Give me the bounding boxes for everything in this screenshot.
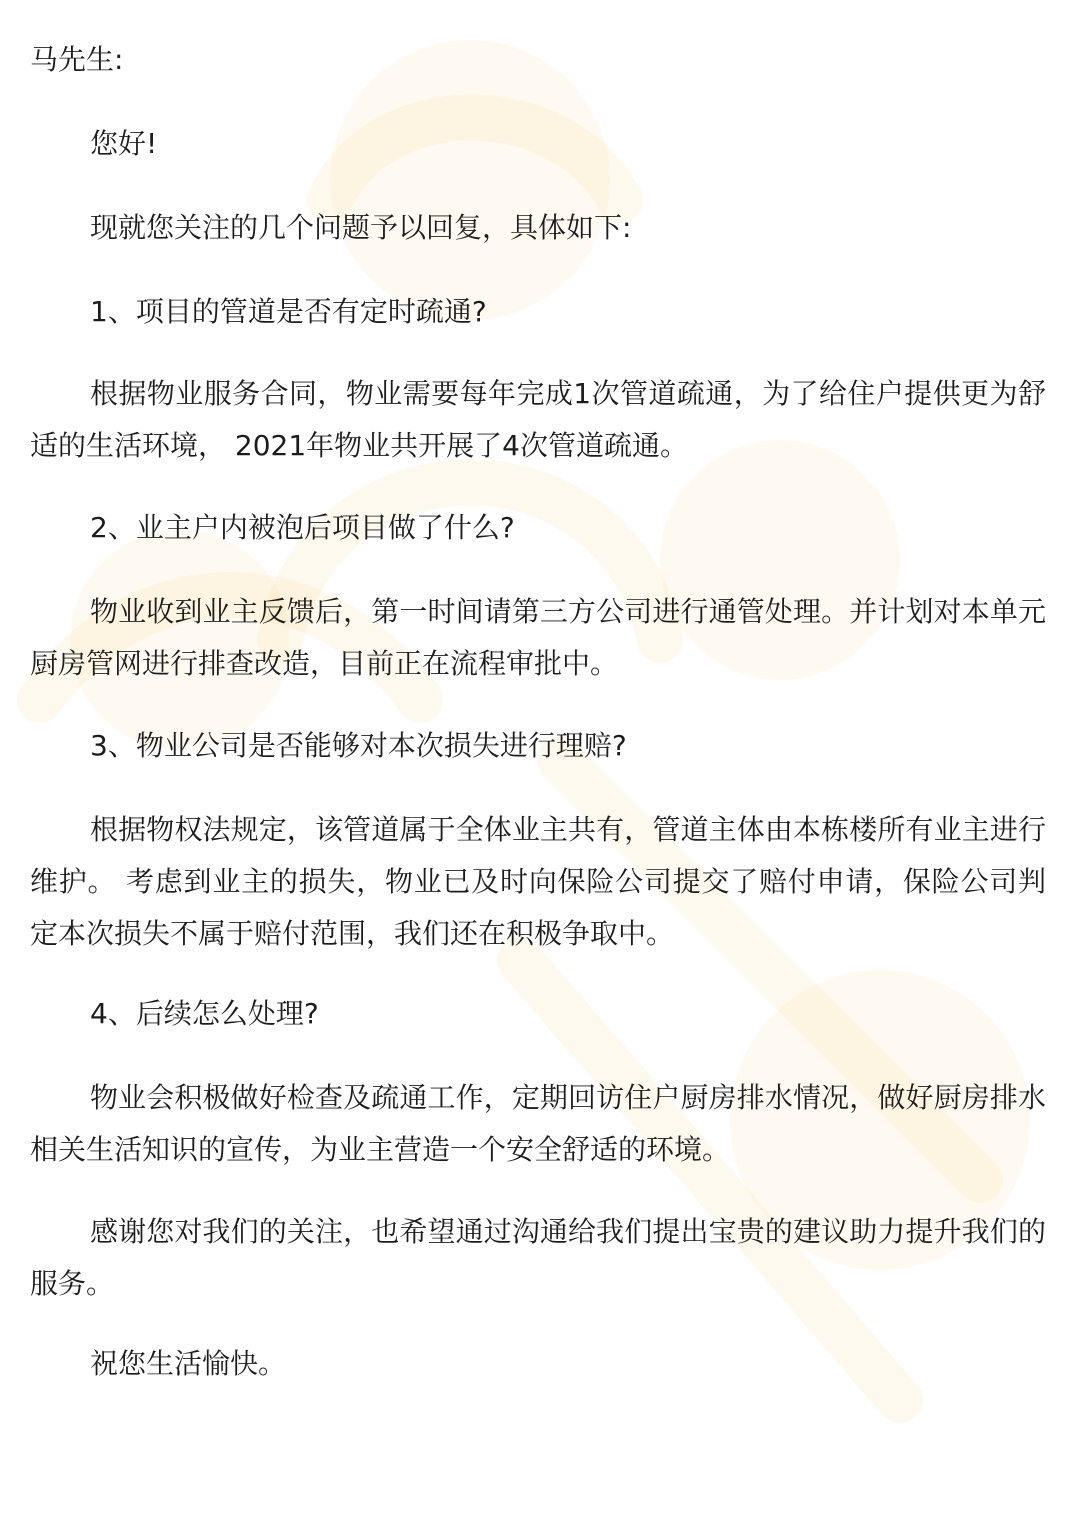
- answer-4: 物业会积极做好检查及疏通工作，定期回访住户厨房排水情况，做好厨房排水相关生活知识的宣传，为业主营造一个安全舒适的环境。: [30, 1081, 1046, 1166]
- question-3: 3、物业公司是否能够对本次损失进行理赔?: [90, 729, 627, 762]
- intro: 现就您关注的几个问题予以回复，具体如下:: [90, 211, 632, 244]
- question-1: 1、项目的管道是否有定时疏通?: [90, 295, 487, 328]
- question-4: 4、后续怎么处理?: [90, 997, 319, 1030]
- answer-1: 根据物业服务合同，物业需要每年完成1次管道疏通，为了给住户提供更为舒适的生活环境， 2021年物业共开展了4次管道疏通。: [30, 377, 1046, 462]
- greeting: 您好!: [90, 127, 158, 160]
- answer-3: 根据物权法规定，该管道属于全体业主共有，管道主体由本栋楼所有业主进行维护。 考虑到业主的损失，物业已及时向保险公司提交了赔付申请，保险公司判定本次损失不属于赔付范围，我们还在积极争取中。: [30, 813, 1046, 950]
- salutation: 马先生:: [30, 43, 124, 76]
- thanks: 感谢您对我们的关注，也希望通过沟通给我们提出宝贵的建议助力提升我们的服务。: [30, 1215, 1046, 1300]
- closing: 祝您生活愉快。: [90, 1347, 287, 1380]
- answer-2: 物业收到业主反馈后，第一时间请第三方公司进行通管处理。并计划对本单元厨房管网进行排查改造，目前正在流程审批中。: [30, 595, 1046, 680]
- question-2: 2、业主户内被泡后项目做了什么?: [90, 511, 515, 544]
